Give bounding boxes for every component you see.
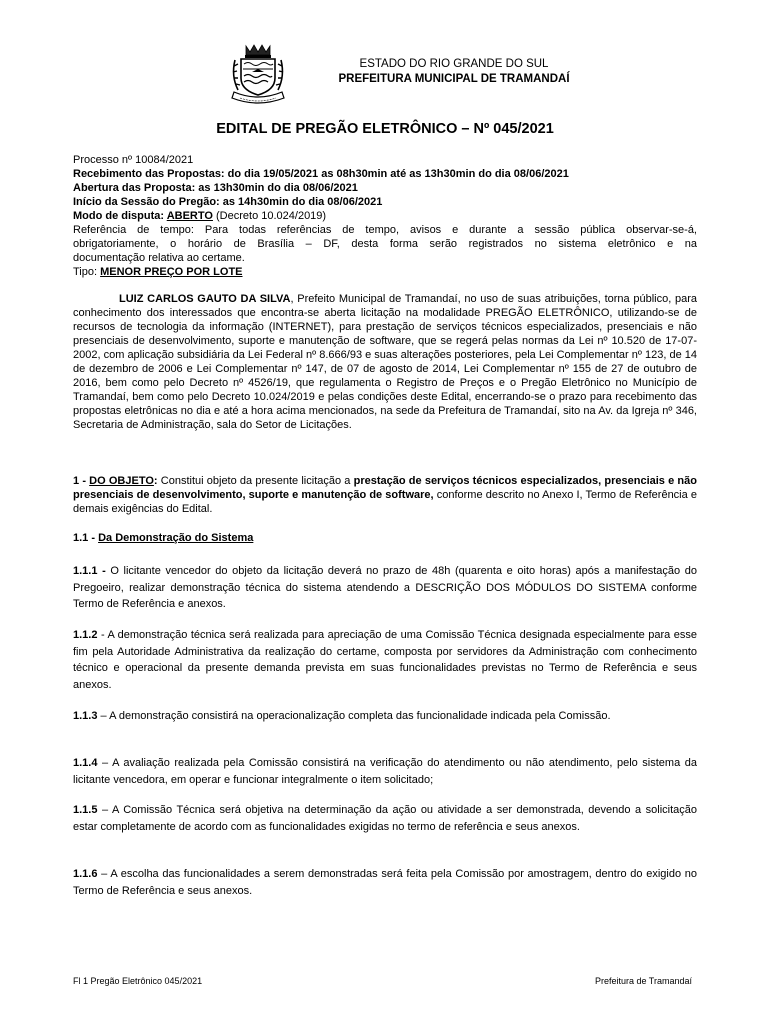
item-num: 1.1.4 [73,757,98,769]
header-state: ESTADO DO RIO GRANDE DO SUL [359,58,549,70]
item-text: - A demonstração técnica será realizada para apreciação de uma Comissão Técnica designada especialmente para esse fim pela Autoridade Administrativa da realização do certame, composta por servidores da Administração com conhecimento técnico e operacional da presente demanda prevista em suas funcionalidades previstas no Termo de Referência e seus anexos. [73,629,697,691]
referencia-line-1: Referência de tempo: Para todas referências de tempo, avisos e durante a sessão pública observar-se-á, [73,224,697,236]
modo-value: ABERTO [166,210,213,222]
modo-line [73,209,697,223]
item-text: – A demonstração consistirá na operacionalização completa das funcionalidade indicada pela Comissão. [97,710,611,722]
objeto-label: DO OBJETO [89,475,154,487]
modo-label: Modo de disputa: [73,210,167,222]
tipo-label: Tipo: [73,266,101,278]
item-text: O licitante vencedor do objeto da licitação deverá no prazo de 48h (quarenta e oito horas) após a manifestação do Pregoeiro, realizar demonstração técnica do sistema atendendo a DESCRIÇÃO DOS MÓDULOS DO SISTEMA conforme Termo de Referência e anexos. [73,565,698,610]
item-text: – A avaliação realizada pela Comissão consistirá na verificação do atendimento ou não atendimento, pelo sistema da licitante vencedora, em operar e funcionar integralmente o item solicitado; [73,757,697,786]
item-num: 1.1.1 - [73,565,106,577]
info-block [73,153,697,279]
objeto-text-1: Constitui objeto da presente licitação a [157,475,354,487]
section-1-1-num: 1.1 - [73,532,99,544]
item-1-1-1 [73,563,697,613]
item-1-1-3 [73,708,697,725]
item-text: – A Comissão Técnica será objetiva na determinação da ação ou atividade a ser demonstrada, devendo a solicitação estar completamente de acordo com as funcionalidades exigidas no termo de referência e seus anexos. [73,804,697,833]
header-municipality: PREFEITURA MUNICIPAL DE TRAMANDAÍ [338,73,570,85]
section-1-1-heading [73,531,697,545]
recebimento-line: Recebimento das Propostas: do dia 19/05/2021 as 08h30min até as 13h30min do dia 08/06/2021 [73,168,569,180]
municipal-coat-of-arms-icon [228,42,288,104]
intro-text: , Prefeito Municipal de Tramandaí, no uso de suas atribuições, torna público, para conhecimento dos interessados que encontra-se aberta licitação na modalidade PREGÃO ELETRÔNICO, utilizando-se de recursos de tecnologia da informação (INTERNET), para prestação de serviços técnicos especializados, presenciais e não presenciais de desenvolvimento, suporte e manutenção de software, que se regerá pelas normas da Lei nº 10.520 de 17-07-2002, com aplicação subsidiária da Lei Federal nº 8.666/93 e suas alterações posteriores, pela Lei Complementar nº 123, de 14 de dezembro de 2006 e Lei Complementar nº 147, de 07 de agosto de 2014, Lei Complementar nº 155 de 27 de outubro de 2016, bem como pelo Decreto nº 4526/19, que regulamenta o Registro de Preços e o Pregão Eletrônico no Município de Tramandaí, bem como pelo Decreto 10.024/2019 e pelas condições deste Edital, encerrando-se o prazo para recebimento das propostas eletrônicas no dia e até a hora acima mencionados, na sede da Prefeitura de Tramandaí, sito na Av. da Igreja nº 346, Secretaria de Administração, sala do Setor de Licitações. [73,293,697,431]
objeto-text-2: conforme descrito no Anexo I, Termo de Referência e demais exigências do Edital. [73,489,697,515]
referencia-line-2: obrigatoriamente, o horário de Brasília – DF, desta forma serão registrados no sistema eletrônico e na [73,238,697,250]
objeto-paragraph [73,474,697,516]
mayor-name: LUIZ CARLOS GAUTO DA SILVA [119,293,291,305]
page-title: EDITAL DE PREGÃO ELETRÔNICO – Nº 045/2021 [216,121,554,137]
item-1-1-5 [73,802,697,835]
objeto-colon: : [153,475,158,487]
item-1-1-6 [73,866,697,899]
modo-note: (Decreto 10.024/2019) [212,210,327,222]
item-num: 1.1.3 [73,710,98,722]
item-num: 1.1.2 [73,629,98,641]
item-num: 1.1.5 [73,804,98,816]
abertura-line: Abertura das Proposta: as 13h30min do dia 08/06/2021 [73,182,358,194]
section-1-1-title: Da Demonstração do Sistema [98,532,254,544]
item-1-1-2 [73,627,697,693]
footer-right: Prefeitura de Tramandaí [594,976,692,986]
tipo-line [73,265,697,279]
item-text: – A escolha das funcionalidades a serem demonstradas será feita pela Comissão por amostragem, dentro do exigido no Termo de Referência e seus anexos. [73,868,697,897]
item-num: 1.1.6 [73,868,98,880]
processo-line: Processo nº 10084/2021 [73,154,194,166]
item-1-1-4 [73,755,697,788]
referencia-line-3: documentação relativa ao certame. [73,252,245,264]
tipo-value: MENOR PREÇO POR LOTE [100,266,243,278]
inicio-line: Início da Sessão do Pregão: as 14h30min do dia 08/06/2021 [73,196,383,208]
objeto-num: 1 - [73,475,90,487]
footer-left: Fl 1 Pregão Eletrônico 045/2021 [73,976,203,986]
intro-paragraph [73,292,697,432]
objeto-bold: prestação de serviços técnicos especializados, presenciais e não presenciais de desenvolvimento, suporte e manutenção de software, [73,475,697,501]
